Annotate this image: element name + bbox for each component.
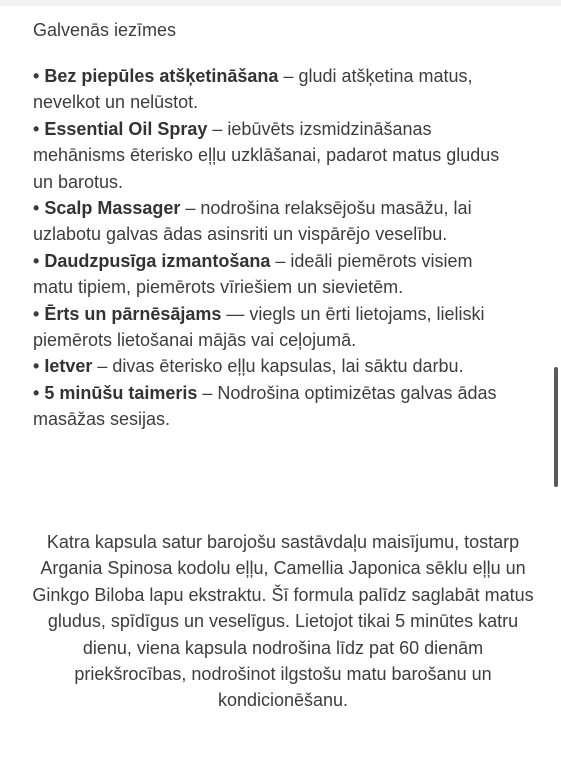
bullet-icon: • [33, 250, 40, 271]
feature-text: – nodrošina relaksējošu masāžu, lai uzlabotu galvas ādas asinsriti un vispārējo veselību. [33, 198, 472, 245]
feature-text: – iebūvēts izsmidzināšanas mehānisms ēterisko eļļu uzklāšanai, padarot matus gludus un barotus. [33, 118, 500, 192]
feature-name: Daudzpusīga izmantošana [44, 250, 271, 271]
bullet-icon: • [33, 118, 40, 139]
product-features-section [33, 17, 513, 433]
feature-name: Scalp Massager [44, 198, 181, 219]
feature-list [33, 63, 513, 433]
bullet-icon: • [33, 356, 40, 377]
feature-name: Ietver [44, 356, 93, 377]
feature-text: – divas ēterisko eļļu kapsulas, lai sāktu darbu. [92, 356, 464, 377]
product-description: Katra kapsula satur barojošu sastāvdaļu maisījumu, tostarp Argania Spinosa kodolu eļļu, Camellia Japonica sēklu eļļu un Ginkgo Biloba lapu ekstraktu. Šī formula palīdz saglabāt matus gludus, spīdīgus un veselīgus. Lietojot tikai 5 minūtes katru dienu, viena kapsula nodrošina līdz pat 60 dienām priekšrocības, nodrošinot ilgstošu matu barošanu un kondicionēšanu. [32, 532, 534, 711]
feature-text: – Nodrošina optimizētas galvas ādas masāžas sesijas. [33, 382, 497, 430]
feature-item [33, 301, 513, 354]
bullet-icon: • [33, 66, 40, 86]
feature-item [33, 353, 513, 379]
feature-name: Ērts un pārnēsājams [44, 303, 222, 324]
feature-text: — viegls un ērti lietojams, lieliski piemērots lietošanai mājās vai ceļojumā. [33, 303, 485, 351]
feature-name: 5 minūšu taimeris [44, 382, 198, 403]
feature-text: – ideāli piemērots visiem matu tipiem, piemērots vīriešiem un sievietēm. [33, 250, 473, 298]
feature-name: Essential Oil Spray [44, 118, 208, 139]
bullet-icon: • [33, 382, 40, 403]
feature-item [33, 116, 513, 195]
feature-item [33, 195, 513, 248]
feature-item [33, 380, 513, 433]
feature-text: – gludi atšķetina matus, nevelkot un nelūstot. [33, 66, 473, 113]
feature-item [33, 248, 513, 301]
top-edge [0, 0, 561, 6]
bullet-icon: • [33, 303, 40, 324]
scrollbar-thumb[interactable] [554, 367, 558, 487]
bullet-icon: • [33, 198, 40, 219]
feature-name: Bez piepūles atšķetināšana [44, 66, 279, 86]
section-title: Galvenās iezīmes [33, 20, 177, 40]
feature-item [33, 63, 513, 116]
